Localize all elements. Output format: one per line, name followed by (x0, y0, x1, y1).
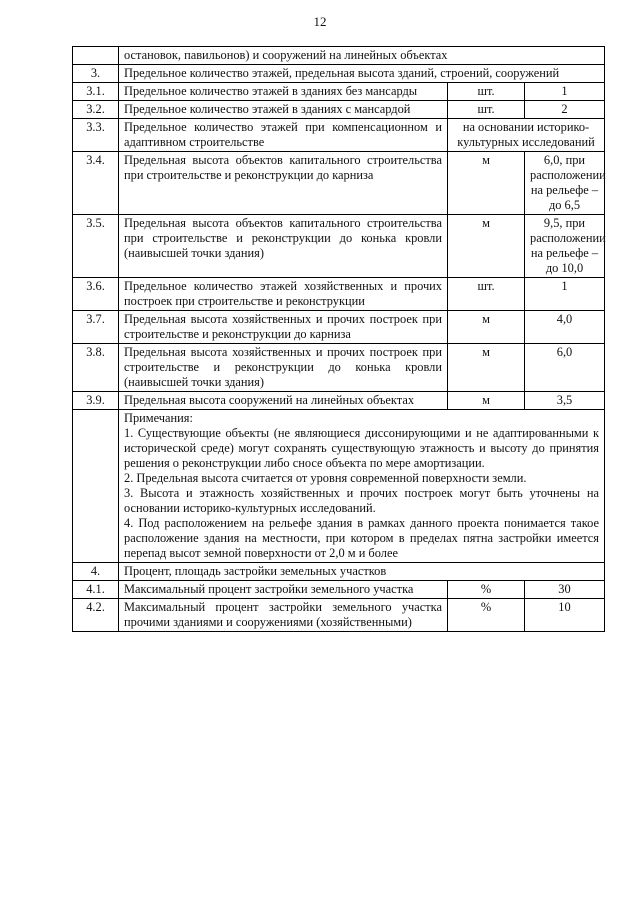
row-unit: шт. (448, 83, 525, 101)
row-unit: % (448, 599, 525, 632)
table-row (73, 65, 605, 83)
row-unit: м (448, 311, 525, 344)
row-number: 3. (73, 65, 119, 83)
row-value: 6,0 (525, 344, 605, 392)
row-number: 3.3. (73, 119, 119, 152)
row-description: Максимальный процент застройки земельного участка прочими зданиями и сооружениями (хозяйственными) (119, 599, 448, 632)
table-row (73, 83, 605, 101)
row-number (73, 47, 119, 65)
page-number: 12 (313, 14, 327, 29)
notes-title: Примечания: (124, 411, 193, 425)
row-number: 3.7. (73, 311, 119, 344)
row-description: Предельное количество этажей в зданиях без мансарды (119, 83, 448, 101)
section-heading: Процент, площадь застройки земельных участков (119, 563, 605, 581)
row-merged-value: на основании историко-культурных исследований (448, 119, 605, 152)
row-number: 3.5. (73, 215, 119, 278)
table-row (73, 581, 605, 599)
table-row (73, 47, 605, 65)
table-row (73, 311, 605, 344)
table-row (73, 119, 605, 152)
table-row (73, 278, 605, 311)
row-value: 10 (525, 599, 605, 632)
row-number: 3.8. (73, 344, 119, 392)
row-unit: % (448, 581, 525, 599)
table-row (73, 101, 605, 119)
note-item: 3. Высота и этажность хозяйственных и прочих построек могут быть уточнены на основании историко-культурных исследований. (124, 486, 599, 515)
row-number (73, 410, 119, 563)
row-value: 30 (525, 581, 605, 599)
table-row (73, 599, 605, 632)
row-description: Максимальный процент застройки земельного участка (119, 581, 448, 599)
regulations-table (72, 46, 605, 632)
row-description: Предельная высота объектов капитального строительства при строительстве и реконструкции до карниза (119, 152, 448, 215)
row-description: Предельная высота хозяйственных и прочих построек при строительстве и реконструкции до карниза (119, 311, 448, 344)
table-row (73, 392, 605, 410)
row-number: 4.1. (73, 581, 119, 599)
row-number: 3.1. (73, 83, 119, 101)
table-row (73, 215, 605, 278)
row-description: Предельная высота хозяйственных и прочих построек при строительстве и реконструкции до конька кровли (наивысшей точки здания) (119, 344, 448, 392)
note-item: 2. Предельная высота считается от уровня современной поверхности земли. (124, 471, 527, 485)
row-description: Предельное количество этажей при компенсационном и адаптивном строительстве (119, 119, 448, 152)
row-number: 3.6. (73, 278, 119, 311)
table-row (73, 563, 605, 581)
row-unit: м (448, 152, 525, 215)
row-number: 3.2. (73, 101, 119, 119)
row-description: остановок, павильонов) и сооружений на линейных объектах (119, 47, 605, 65)
note-item: 4. Под расположением на рельефе здания в рамках данного проекта понимается такое расположение здания на местности, при котором в пределах пятна застройки имеется перепад высот земной поверхности от 2,0 м и более (124, 516, 599, 560)
row-description: Предельное количество этажей хозяйственных и прочих построек при строительстве и реконструкции (119, 278, 448, 311)
row-value: 2 (525, 101, 605, 119)
row-unit: м (448, 344, 525, 392)
row-description: Предельная высота сооружений на линейных объектах (119, 392, 448, 410)
row-description: Предельная высота объектов капитального строительства при строительстве и реконструкции до конька кровли (наивысшей точки здания) (119, 215, 448, 278)
notes-block (119, 410, 605, 563)
row-unit: шт. (448, 101, 525, 119)
row-unit: м (448, 215, 525, 278)
row-value: 1 (525, 83, 605, 101)
section-heading: Предельное количество этажей, предельная высота зданий, строений, сооружений (119, 65, 605, 83)
row-number: 3.4. (73, 152, 119, 215)
row-unit: м (448, 392, 525, 410)
row-value: 1 (525, 278, 605, 311)
row-value: 3,5 (525, 392, 605, 410)
note-item: 1. Существующие объекты (не являющиеся диссонирующими и не адаптированными к исторической среде) могут сохранять существующую этажность и высоту до принятия решения о реконструкции либо сносе объекта по мере амортизации. (124, 426, 599, 470)
row-number: 4. (73, 563, 119, 581)
row-value: 4,0 (525, 311, 605, 344)
row-number: 3.9. (73, 392, 119, 410)
table-row (73, 152, 605, 215)
table-row (73, 344, 605, 392)
row-value: 9,5, при расположении на рельефе – до 10,0 (525, 215, 605, 278)
row-description: Предельное количество этажей в зданиях с мансардой (119, 101, 448, 119)
row-value: 6,0, при расположении на рельефе – до 6,5 (525, 152, 605, 215)
notes-row (73, 410, 605, 563)
row-number: 4.2. (73, 599, 119, 632)
row-unit: шт. (448, 278, 525, 311)
